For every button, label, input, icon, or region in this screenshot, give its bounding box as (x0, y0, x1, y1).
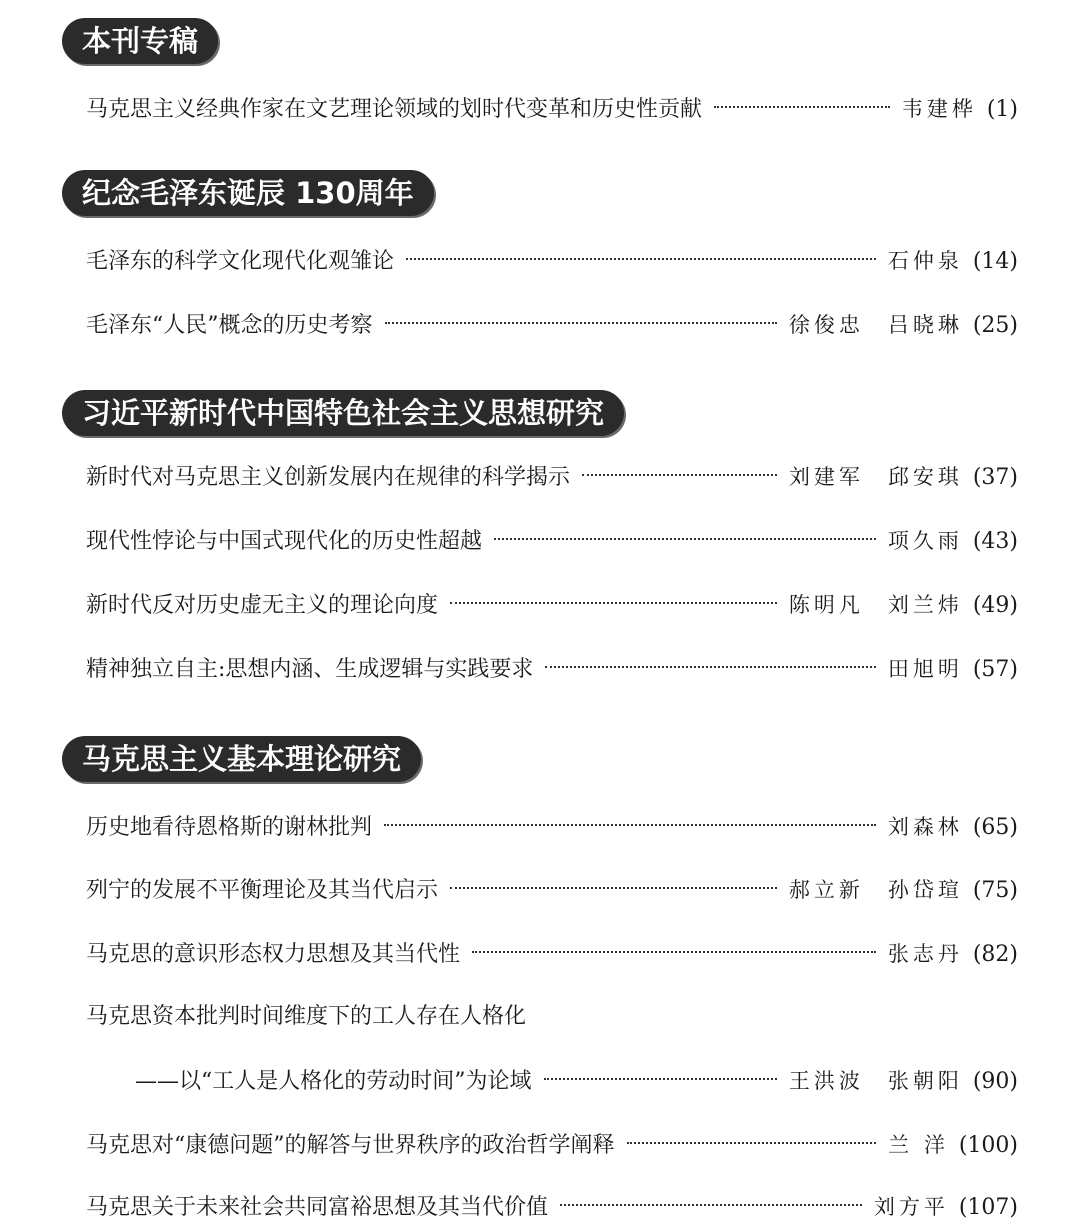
page-number: (75) (972, 878, 1018, 903)
section-heading: 纪念毛泽东诞辰 130周年 (62, 170, 434, 216)
entry-authors (888, 652, 963, 686)
entry-title: 马克思资本批判时间维度下的工人存在人格化 (86, 1004, 527, 1029)
dot-leader (450, 887, 777, 889)
page-number: (49) (972, 593, 1018, 618)
section-heading: 马克思主义基本理论研究 (62, 736, 421, 782)
author: 石仲泉 (887, 249, 963, 273)
entry-title: 马克思对“康德问题”的解答与世界秩序的政治哲学阐释 (86, 1133, 615, 1158)
entry-authors (888, 244, 963, 278)
entry-authors (789, 588, 963, 622)
entry-authors (789, 1064, 963, 1098)
dot-leader (472, 951, 876, 953)
author: 兰 洋 (888, 1133, 949, 1157)
entry-authors (888, 1128, 949, 1162)
toc-entry-subtitle[interactable] (135, 1064, 1018, 1098)
entry-title: 精神独立自主:思想内涵、生成逻辑与实践要求 (86, 657, 534, 682)
page-number: (14) (972, 249, 1018, 274)
author: 陈明凡 (788, 593, 864, 617)
author: 刘兰炜 (887, 593, 963, 617)
page-number: (57) (972, 657, 1018, 682)
entry-authors (888, 810, 963, 844)
entry-authors (888, 937, 963, 971)
toc-entry[interactable] (86, 244, 1018, 278)
page-number: (90) (972, 1069, 1018, 1094)
page-number: (82) (972, 942, 1018, 967)
author: 张朝阳 (887, 1069, 963, 1093)
dot-leader (406, 258, 876, 260)
dot-leader (384, 824, 876, 826)
dot-leader (560, 1204, 862, 1206)
page-number: (43) (972, 529, 1018, 554)
toc-entry[interactable] (86, 937, 1018, 971)
entry-title: 现代性悖论与中国式现代化的历史性超越 (86, 529, 483, 554)
toc-entry[interactable] (86, 460, 1018, 494)
dot-leader (582, 474, 777, 476)
author: 韦建桦 (901, 97, 977, 121)
author: 刘建军 (788, 465, 864, 489)
page-number: (107) (958, 1195, 1018, 1220)
entry-authors (789, 308, 963, 342)
entry-subtitle: ——以“工人是人格化的劳动时间”为论域 (135, 1069, 532, 1094)
toc-entry[interactable] (86, 524, 1018, 558)
page-number: (65) (972, 815, 1018, 840)
toc-entry[interactable] (86, 873, 1018, 907)
toc-entry[interactable] (86, 588, 1018, 622)
page-number: (37) (972, 465, 1018, 490)
author: 张志丹 (887, 942, 963, 966)
author: 项久雨 (887, 529, 963, 553)
toc-entry[interactable] (86, 1128, 1018, 1162)
author: 徐俊忠 (788, 313, 864, 337)
page-number: (100) (958, 1133, 1018, 1158)
entry-authors (902, 92, 977, 126)
dot-leader (544, 1078, 777, 1080)
section-heading: 习近平新时代中国特色社会主义思想研究 (62, 390, 624, 436)
entry-title: 马克思的意识形态权力思想及其当代性 (86, 942, 461, 967)
toc-entry[interactable] (86, 1190, 1018, 1224)
toc-entry[interactable] (86, 652, 1018, 686)
entry-authors (789, 460, 963, 494)
entry-title: 历史地看待恩格斯的谢林批判 (86, 815, 373, 840)
author: 刘森林 (887, 815, 963, 839)
toc-entry[interactable] (86, 1000, 1018, 1034)
entry-authors (789, 873, 963, 907)
entry-title: 毛泽东“人民”概念的历史考察 (86, 313, 373, 338)
toc-entry[interactable] (86, 92, 1018, 126)
dot-leader (714, 106, 890, 108)
page-number: (1) (986, 97, 1018, 122)
author: 吕晓琳 (887, 313, 963, 337)
page-number: (25) (972, 313, 1018, 338)
entry-title: 马克思主义经典作家在文艺理论领域的划时代变革和历史性贡献 (86, 97, 703, 122)
entry-title: 新时代反对历史虚无主义的理论向度 (86, 593, 439, 618)
author: 邱安琪 (887, 465, 963, 489)
dot-leader (450, 602, 777, 604)
author: 王洪波 (788, 1069, 864, 1093)
author: 刘方平 (873, 1195, 949, 1219)
entry-authors (888, 524, 963, 558)
dot-leader (385, 322, 777, 324)
section-heading: 本刊专稿 (62, 18, 218, 64)
dot-leader (545, 666, 875, 668)
dot-leader (494, 538, 876, 540)
entry-authors (874, 1190, 949, 1224)
entry-title: 毛泽东的科学文化现代化观雏论 (86, 249, 395, 274)
author: 田旭明 (887, 657, 963, 681)
entry-title: 列宁的发展不平衡理论及其当代启示 (86, 878, 439, 903)
author: 孙岱瑄 (887, 878, 963, 902)
author: 郝立新 (788, 878, 864, 902)
toc-entry[interactable] (86, 308, 1018, 342)
entry-title: 马克思关于未来社会共同富裕思想及其当代价值 (86, 1195, 549, 1220)
toc-entry[interactable] (86, 810, 1018, 844)
entry-title: 新时代对马克思主义创新发展内在规律的科学揭示 (86, 465, 571, 490)
dot-leader (627, 1142, 877, 1144)
